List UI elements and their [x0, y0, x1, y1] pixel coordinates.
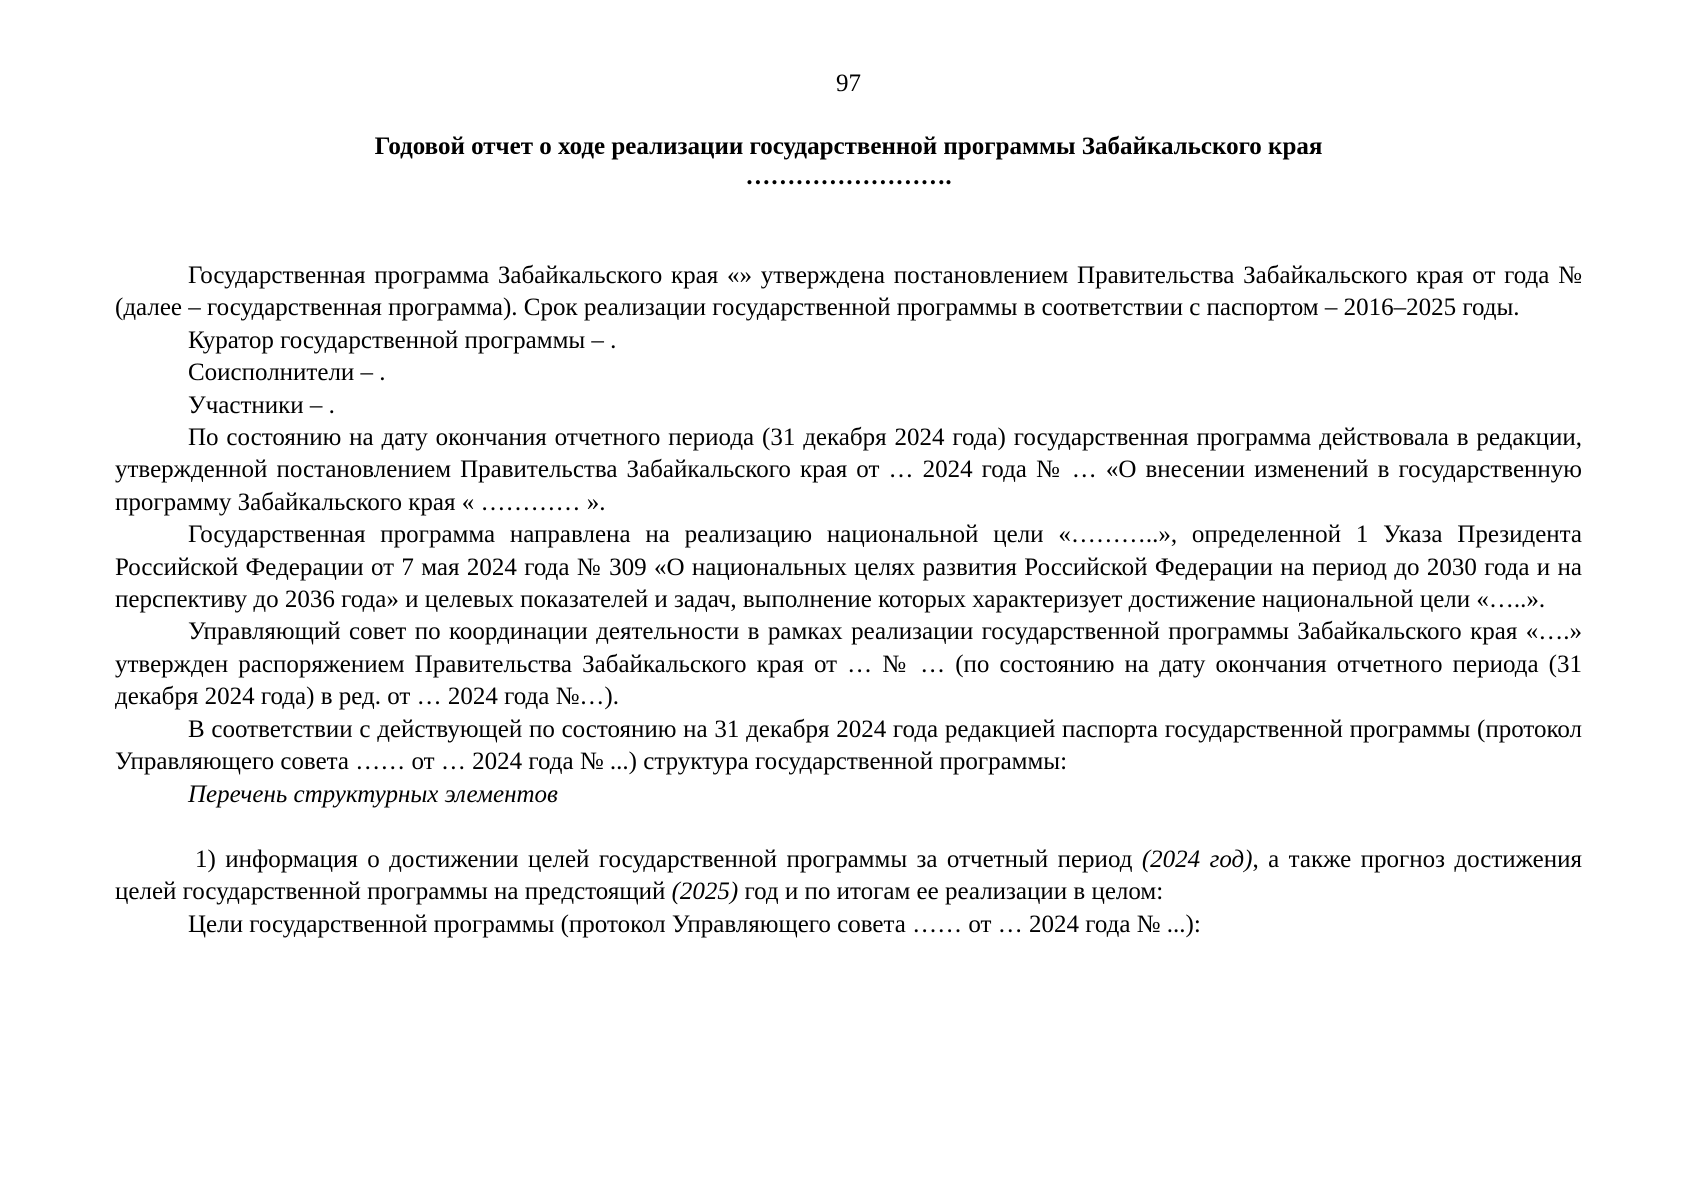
document-title: [0, 132, 1697, 192]
item1-text-part3: год и по итогам ее реализации в целом:: [738, 878, 1164, 906]
paragraph-program-approval: Государственная программа Забайкальского края «» утверждена постановлением Правительства Забайкальского края от года № (далее – государственная программа). Срок реализации государственной программы в соответствии с паспортом – 2016–2025 годы.: [115, 262, 1582, 322]
list-item-goal-achievement: [115, 844, 1582, 909]
paragraph-national-goal: Государственная программа направлена на реализацию национальной цели «………..», определенной 1 Указа Президента Российской Федерации от 7 мая 2024 года № 309 «О национальных целях развития Российской Федерации на период до 2030 года и на перспективу до 2036 года» и целевых показателей и задач, выполнение которых характеризует достижение национальной цели «…..».: [115, 521, 1582, 614]
item1-italic-period: (2024 год): [1141, 845, 1253, 873]
title-line-1: Годовой отчет о ходе реализации государственной программы Забайкальского края: [374, 133, 1323, 160]
structural-elements-heading: Перечень структурных элементов: [188, 780, 558, 808]
title-line-2: …………………….: [745, 163, 952, 190]
document-body: [115, 260, 1582, 941]
paragraph-edition-status: По состоянию на дату окончания отчетного периода (31 декабря 2024 года) государственная программа действовала в редакции, утвержденной постановлением Правительства Забайкальского края от … 2024 года № … «О внесении изменений в государственную программу Забайкальского края « ………… ».: [115, 424, 1582, 516]
paragraph-participants: Участники – .: [188, 391, 335, 419]
blank-line: [115, 811, 1582, 844]
paragraph-program-goals: Цели государственной программы (протокол Управляющего совета …… от … 2024 года № ...):: [188, 910, 1201, 938]
page-number: 97: [836, 70, 861, 97]
item1-text-part1: 1) информация о достижении целей государственной программы за отчетный период: [195, 845, 1142, 873]
paragraph-coexecutors: Соисполнители – .: [188, 359, 386, 387]
paragraph-curator: Куратор государственной программы – .: [188, 326, 617, 354]
paragraph-program-structure: В соответствии с действующей по состоянию на 31 декабря 2024 года редакцией паспорта государственной программы (протокол Управляющего совета …… от … 2024 года № ...) структура государственной программы:: [115, 715, 1582, 776]
item1-text-part2: , а также прогноз достижения целей государственной программы на предстоящий: [115, 845, 1582, 906]
item1-italic-year: (2025): [671, 878, 739, 906]
paragraph-governing-council: Управляющий совет по координации деятельности в рамках реализации государственной программы Забайкальского края «….» утвержден распоряжением Правительства Забайкальского края от … № … (по состоянию на дату окончания отчетного периода (31 декабря 2024 года) в ред. от … 2024 года №…).: [115, 618, 1582, 711]
